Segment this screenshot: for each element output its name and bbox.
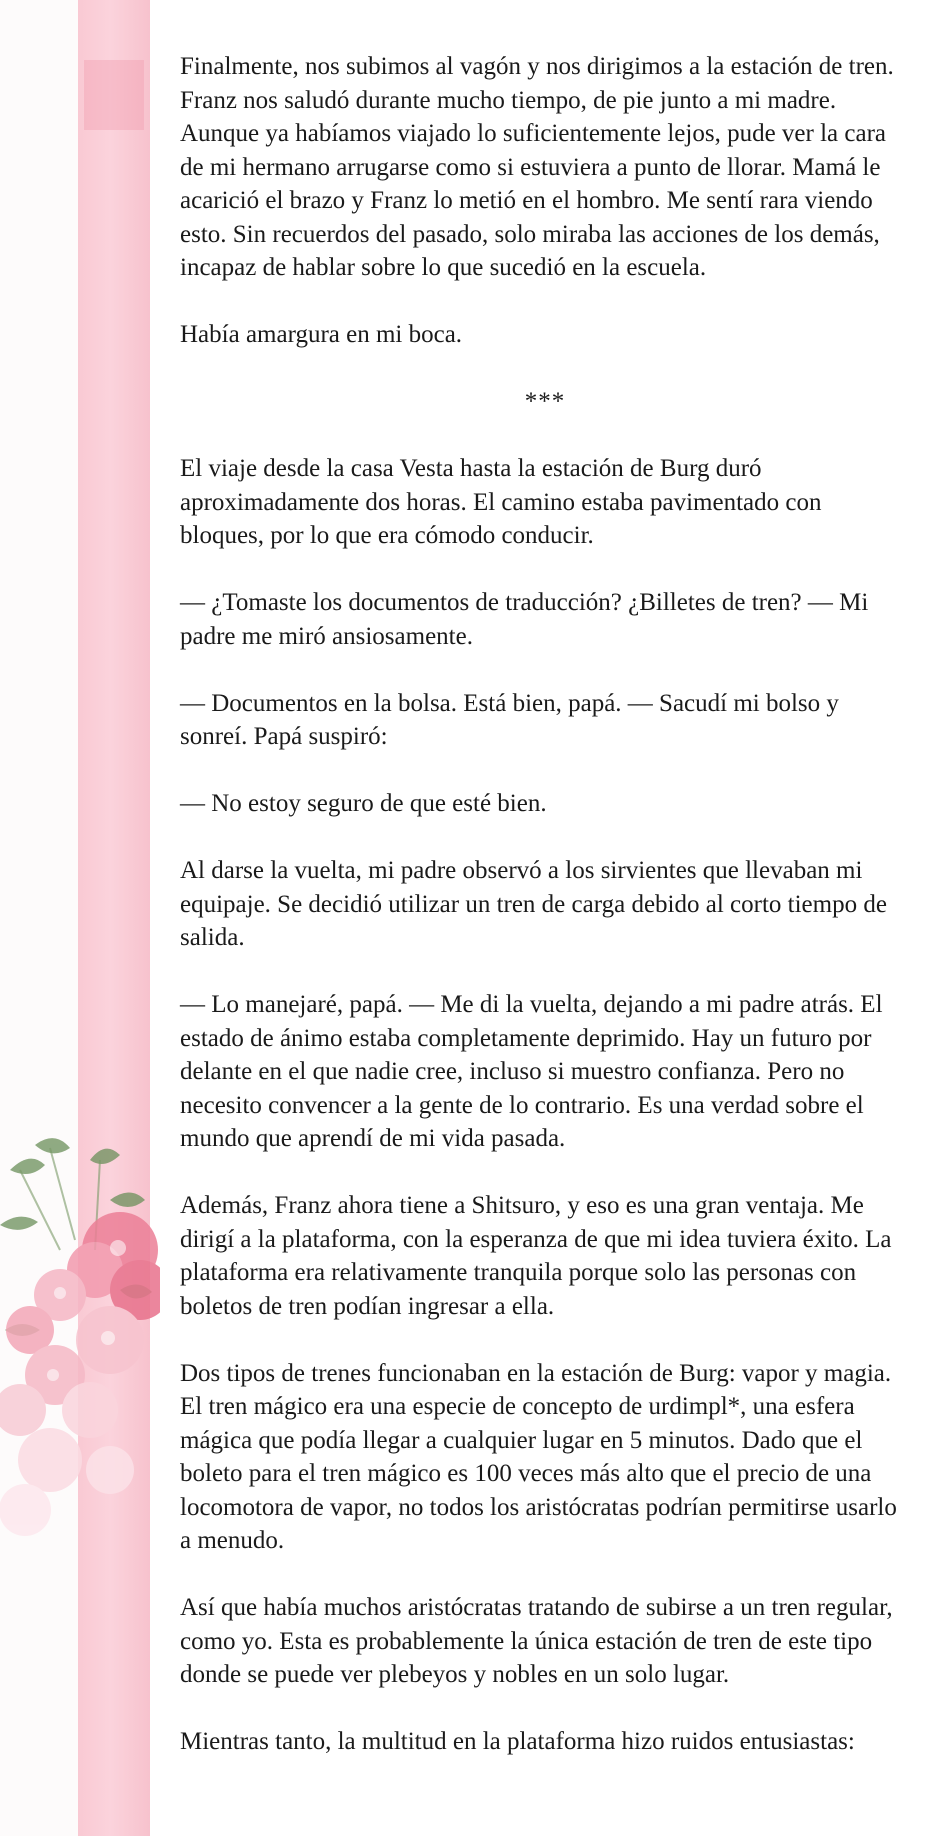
left-margin — [0, 0, 78, 1836]
paragraph: Así que había muchos aristócratas tratando de subirse a un tren regular, como yo. Esta es probablemente la única estación de tren de este tipo donde se puede ver plebeyos y nobles en un solo lugar. — [180, 1594, 893, 1688]
paragraph: Al darse la vuelta, mi padre observó a los sirvientes que llevaban mi equipaje. Se decidió utilizar un tren de carga debido al corto tiempo de salida. — [180, 857, 887, 951]
decorative-pink-band — [78, 0, 150, 1836]
dialogue-paragraph: — No estoy seguro de que esté bien. — [180, 790, 547, 817]
dialogue-paragraph: — Lo manejaré, papá. — Me di la vuelta, dejando a mi padre atrás. El estado de ánimo estaba completamente deprimido. Hay un futuro por delante en el que nadie cree, incluso si muestro confianza. Pero no necesito convencer a la gente de lo contrario. Es una verdad sobre el mundo que aprendí de mi vida pasada. — [180, 991, 883, 1152]
paragraph: El viaje desde la casa Vesta hasta la estación de Burg duró aproximadamente dos horas. El camino estaba pavimentado con bloques, por lo que era cómodo conducir. — [180, 455, 822, 549]
paragraph: Dos tipos de trenes funcionaban en la estación de Burg: vapor y magia. El tren mágico era una especie de concepto de urdimpl*, una esfera mágica que podía llegar a cualquier lugar en 5 minutos. Dado que el boleto para el tren mágico es 100 veces más alto que el precio de una locomotora de vapor, no todos los aristócratas podrían permitirse usarlo a menudo. — [180, 1359, 897, 1554]
paragraph: Mientras tanto, la multitud en la plataforma hizo ruidos entusiastas: — [180, 1728, 855, 1755]
paragraph: Finalmente, nos subimos al vagón y nos dirigimos a la estación de tren. Franz nos saludó durante mucho tiempo, de pie junto a mi madre. Aunque ya habíamos viajado lo suficientemente lejos, pude ver la cara de mi hermano arrugarse como si estuviera a punto de llorar. Mamá le acarició el brazo y Franz lo metió en el hombro. Me sentí rara viendo esto. Sin recuerdos del pasado, solo miraba las acciones de los demás, incapaz de hablar sobre lo que sucedió en la escuela. — [180, 53, 894, 281]
paragraph: Además, Franz ahora tiene a Shitsuro, y eso es una gran ventaja. Me dirigí a la plataforma, con la esperanza de que mi idea tuviera éxito. La plataforma era relativamente tranquila porque solo las personas con boletos de tren podían ingresar a ella. — [180, 1192, 892, 1320]
chapter-text — [180, 50, 910, 1792]
paragraph: Había amargura en mi boca. — [180, 321, 463, 348]
flower-decoration-icon — [0, 1130, 160, 1550]
dialogue-paragraph: — Documentos en la bolsa. Está bien, papá. — Sacudí mi bolso y sonreí. Papá suspiró: — [180, 689, 839, 750]
dialogue-paragraph: — ¿Tomaste los documentos de traducción? ¿Billetes de tren? — Mi padre me miró ansiosamente. — [180, 589, 869, 650]
scene-separator: *** — [524, 388, 566, 415]
band-highlight — [84, 60, 144, 130]
